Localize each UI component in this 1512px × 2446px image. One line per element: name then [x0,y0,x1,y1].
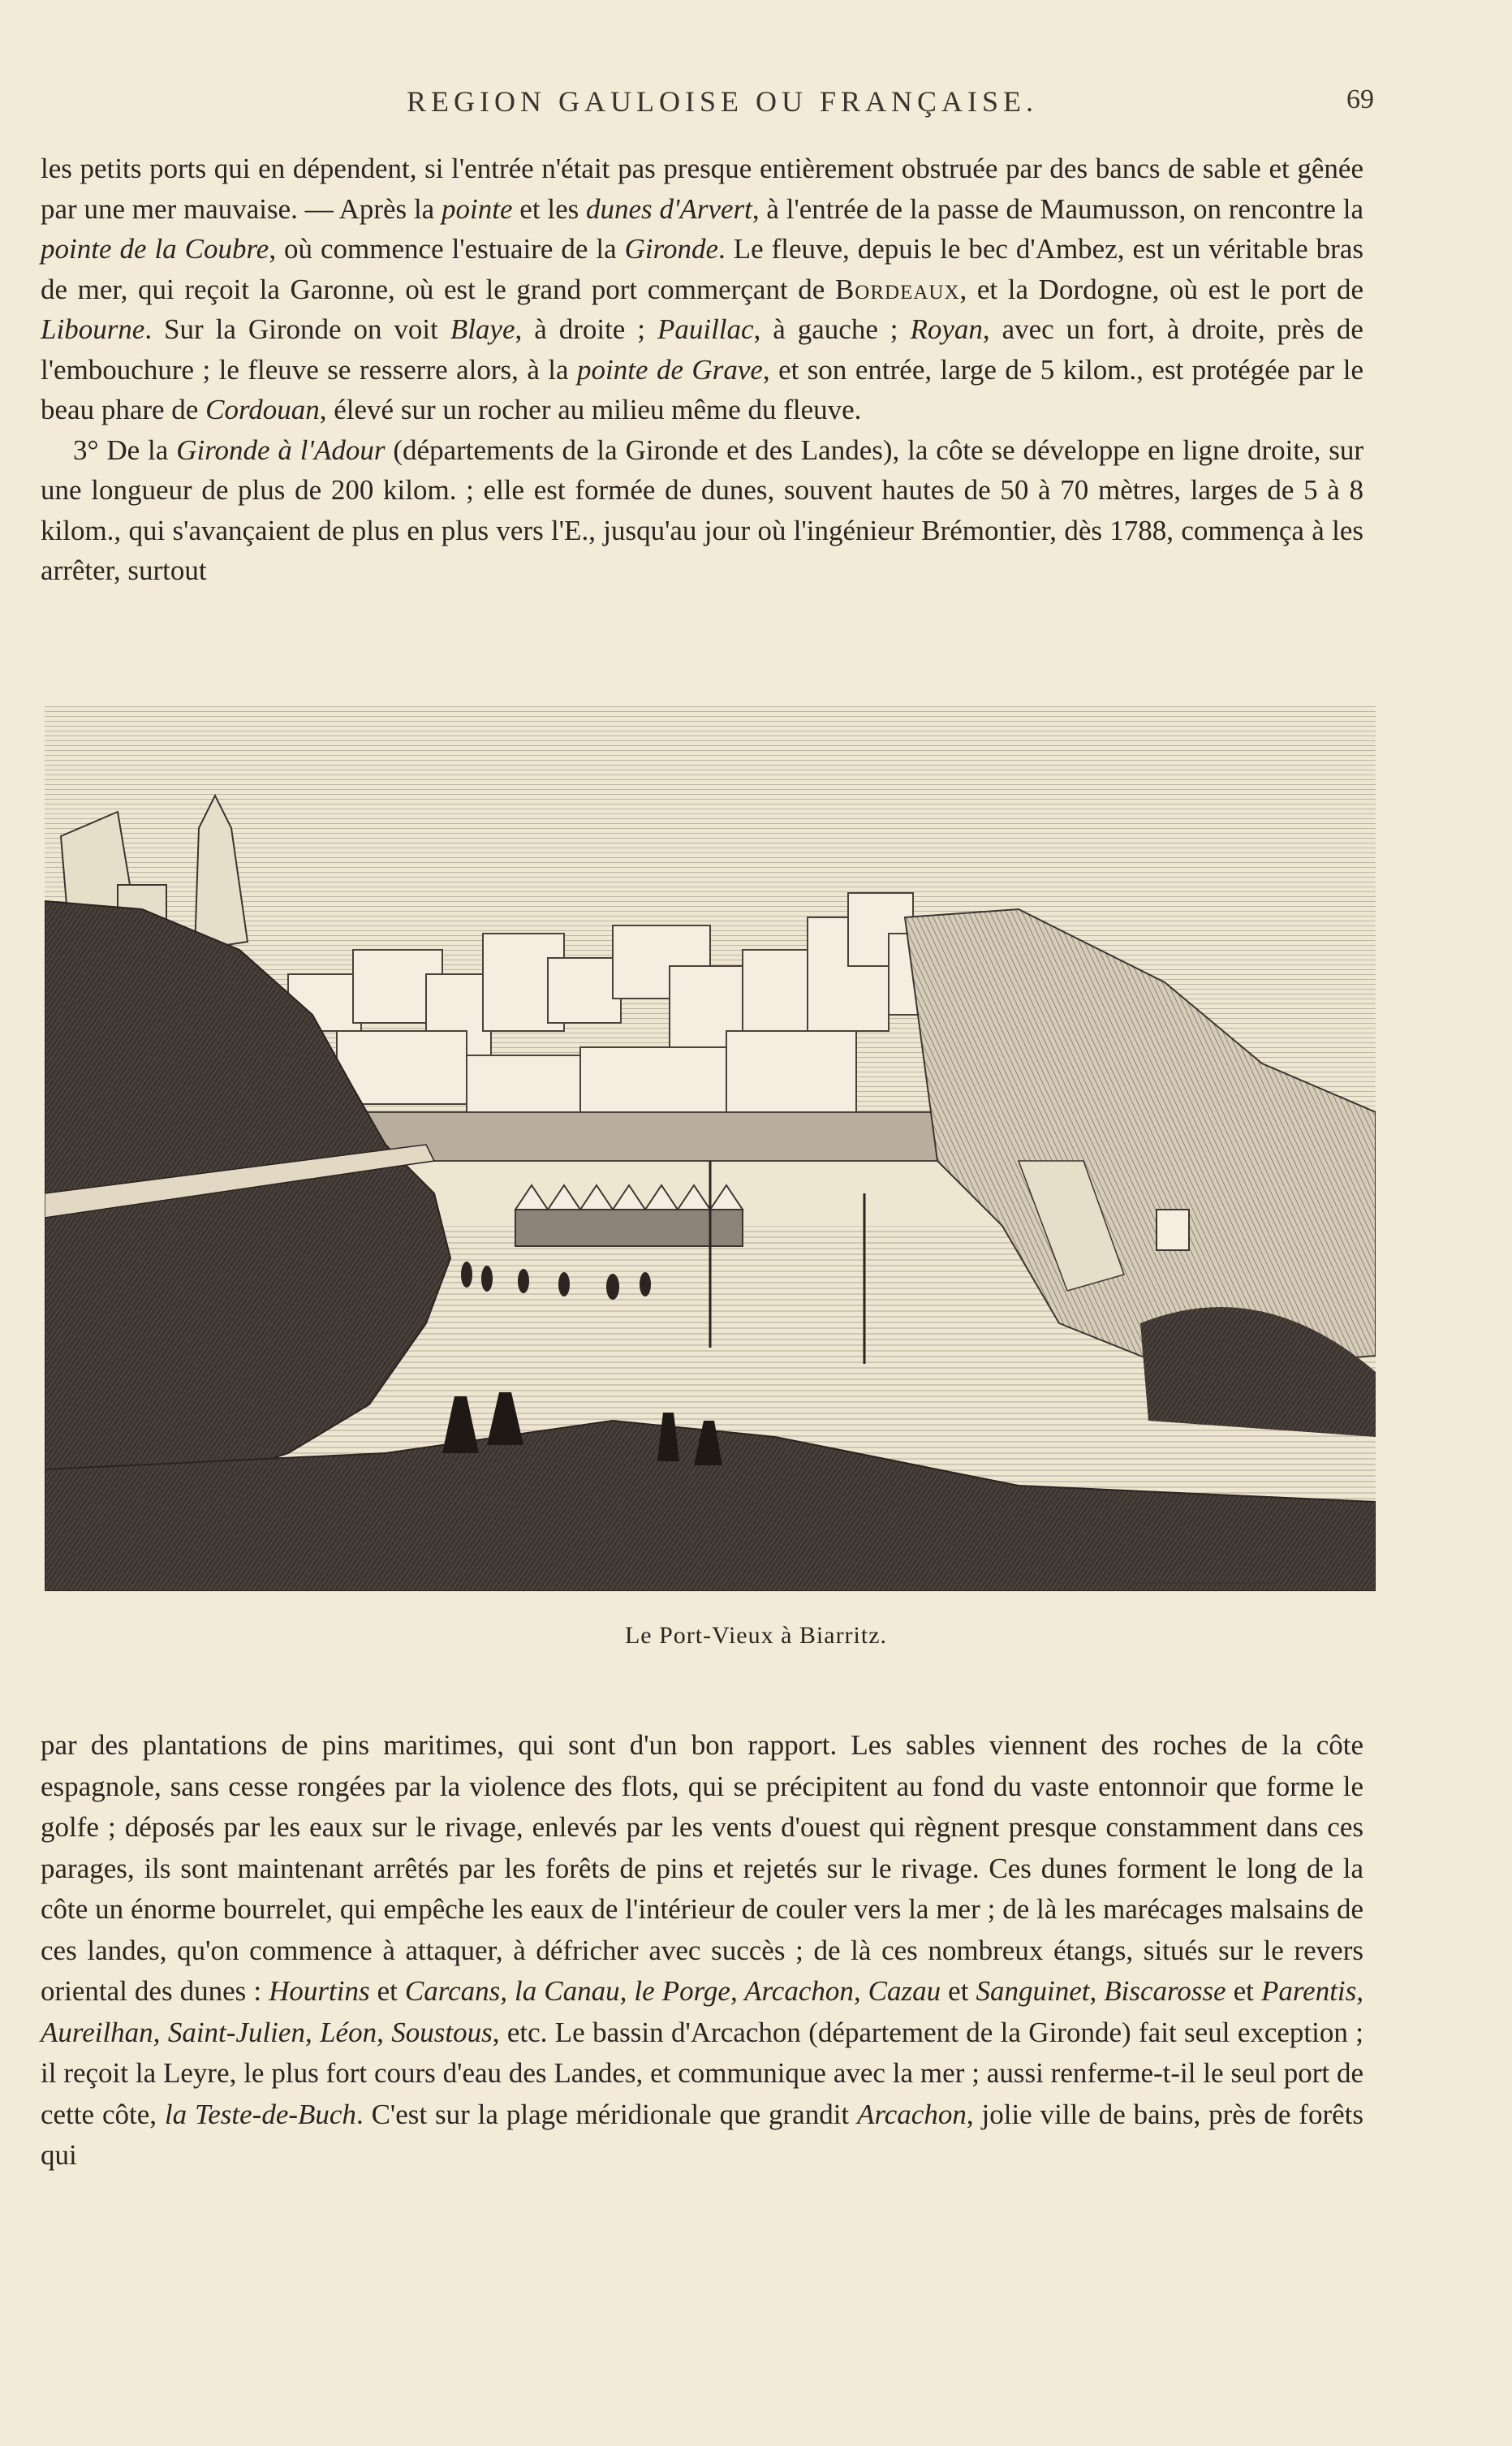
engraving-port-vieux [45,706,1376,1591]
cliff-hut [1157,1210,1189,1250]
paragraph-landes: 3° De la Gironde à l'Adour (départements de la Gironde et des Landes), la côte se développe en ligne droite, sur une longueur de plus de 200 kilom. ; elle est formée de dunes, souvent hautes de 50 à 70 mètres, larges de 5 à 8 kilom., qui s'avançaient de plus en plus vers l'E., jusqu'au jour où l'ingénieur Brémontier, dès 1788, commença à les arrêter, surtout [41,434,1363,586]
page-number: 69 [1346,84,1374,114]
body-text-top [41,149,1363,591]
engraving-illustration [45,706,1376,1591]
paragraph-dunes: par des plantations de pins maritimes, qui sont d'un bon rapport. Les sables viennent des roches de la côte espagnole, sans cesse rongées par la violence des flots, qui se précipitent au fond du vaste entonnoir que forme le golfe ; déposés par les eaux sur le rivage, enlevés par les vents d'ouest qui règnent presque constamment dans ces parages, ils sont maintenant arrêtés par les forêts de pins et rejetés sur le rivage. Ces dunes forment le long de la côte un énorme bourrelet, qui empêche les eaux de l'intérieur de couler vers la mer ; de là les marécages malsains de ces landes, qu'on commence à attaquer, à défricher avec succès ; de là ces nombreux étangs, situés sur le revers oriental des dunes : Hourtins et Carcans, la Canau, le Porge, Arcachon, Cazau et Sanguinet, Biscarosse et Parentis, Aureilhan, Saint-Julien, Léon, Soustous, etc. Le bassin d'Arcachon (département de la Gironde) fait seul exception ; il reçoit la Leyre, le plus fort cours d'eau des Landes, et communique avec la mer ; aussi renferme-t-il le seul port de cette côte, la Teste-de-Buch. C'est sur la plage méridionale que grandit Arcachon, jolie ville de bains, près de forêts qui [41,1729,1364,2171]
running-title: REGION GAULOISE OU FRANÇAISE. [406,85,1038,118]
body-text-bottom [41,1725,1363,2176]
paragraph-gironde: les petits ports qui en dépendent, si l'entrée n'était pas presque entièrement obstruée par des bancs de sable et gênée par une mer mauvaise. — Après la pointe et les dunes d'Arvert, à l'entrée de la passe de Maumusson, on rencontre la pointe de la Coubre, où commence l'estuaire de la Gironde. Le fleuve, depuis le bec d'Ambez, est un véritable bras de mer, qui reçoit la Garonne, où est le grand port commerçant de Bordeaux, et la Dordogne, où est le port de Libourne. Sur la Gironde on voit Blaye, à droite ; Pauillac, à gauche ; Royan, avec un fort, à droite, près de l'embouchure ; le fleuve se resserre alors, à la pointe de Grave, et son entrée, large de 5 kilom., est protégée par le beau phare de Cordouan, élevé sur un rocher au milieu même du fleuve. [41,153,1364,425]
figure-caption: Le Port-Vieux à Biarritz. [624,1622,888,1649]
